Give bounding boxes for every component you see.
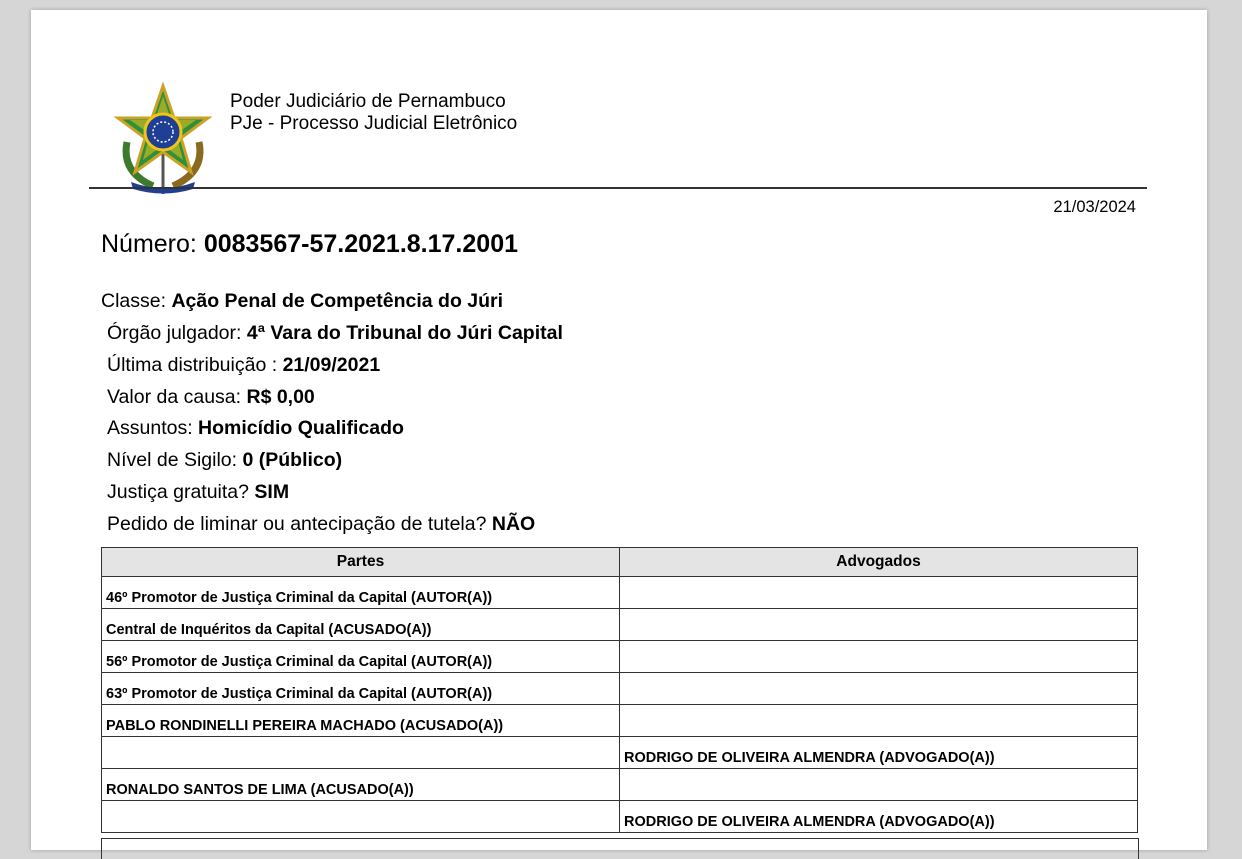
field-label: Pedido de liminar ou antecipação de tutela? [107, 513, 492, 535]
field-pedido-liminar [107, 513, 535, 536]
advogado-cell [620, 769, 1138, 801]
table-row [102, 673, 1138, 705]
next-table-border [101, 838, 1139, 859]
field-assuntos [107, 417, 404, 440]
process-number [101, 230, 518, 259]
field-justica-gratuita [107, 481, 289, 504]
field-value: SIM [254, 481, 290, 503]
table-row [102, 737, 1138, 769]
header-text [230, 91, 517, 135]
field-label: Justiça gratuita? [107, 481, 255, 503]
header-advogados: Advogados [620, 548, 1138, 577]
system-name: PJe - Processo Judicial Eletrônico [230, 113, 518, 134]
field-value: 21/09/2021 [282, 354, 381, 376]
parte-cell: 46º Promotor de Justiça Criminal da Capital (AUTOR(A)) [102, 577, 620, 609]
table-row [102, 769, 1138, 801]
table-header-row [102, 548, 1138, 577]
field-label: Classe: [101, 290, 172, 312]
brazil-coat-of-arms-icon [113, 82, 213, 196]
parte-cell: RONALDO SANTOS DE LIMA (ACUSADO(A)) [102, 769, 620, 801]
parte-cell: 56º Promotor de Justiça Criminal da Capital (AUTOR(A)) [102, 641, 620, 673]
field-label: Assuntos: [107, 417, 199, 439]
advogado-cell [620, 641, 1138, 673]
header-divider [89, 187, 1147, 189]
table-row [102, 705, 1138, 737]
process-number-label: Número: [101, 230, 204, 258]
field-valor-causa [107, 386, 315, 409]
table-row [102, 577, 1138, 609]
advogado-cell [620, 705, 1138, 737]
table-row [102, 801, 1138, 833]
field-label: Nível de Sigilo: [107, 449, 243, 471]
field-orgao-julgador [107, 322, 563, 345]
parte-cell: Central de Inquéritos da Capital (ACUSADO(A)) [102, 609, 620, 641]
field-label: Valor da causa: [107, 386, 247, 408]
header-partes: Partes [102, 548, 620, 577]
document-page [31, 10, 1207, 850]
field-ultima-distribuicao [107, 354, 380, 377]
advogado-cell [620, 673, 1138, 705]
field-value: Homicídio Qualificado [198, 417, 404, 439]
field-value: 4ª Vara do Tribunal do Júri Capital [246, 322, 563, 344]
advogado-cell: RODRIGO DE OLIVEIRA ALMENDRA (ADVOGADO(A)) [620, 737, 1138, 769]
advogado-cell: RODRIGO DE OLIVEIRA ALMENDRA (ADVOGADO(A)) [620, 801, 1138, 833]
table-row [102, 641, 1138, 673]
parte-cell [102, 737, 620, 769]
parties-table [101, 547, 1138, 833]
parte-cell: 63º Promotor de Justiça Criminal da Capital (AUTOR(A)) [102, 673, 620, 705]
field-classe [101, 290, 503, 313]
document-date: 21/03/2024 [1053, 198, 1136, 216]
court-name: Poder Judiciário de Pernambuco [230, 91, 506, 112]
table-row [102, 609, 1138, 641]
field-label: Órgão julgador: [107, 322, 247, 344]
parte-cell: PABLO RONDINELLI PEREIRA MACHADO (ACUSADO(A)) [102, 705, 620, 737]
parte-cell [102, 801, 620, 833]
process-number-value: 0083567-57.2021.8.17.2001 [203, 230, 518, 258]
field-value: 0 (Público) [242, 449, 343, 471]
advogado-cell [620, 609, 1138, 641]
field-label: Última distribuição : [107, 354, 283, 376]
advogado-cell [620, 577, 1138, 609]
field-value: Ação Penal de Competência do Júri [171, 290, 504, 312]
field-nivel-sigilo [107, 449, 342, 472]
field-value: NÃO [491, 513, 536, 535]
field-value: R$ 0,00 [246, 386, 315, 408]
